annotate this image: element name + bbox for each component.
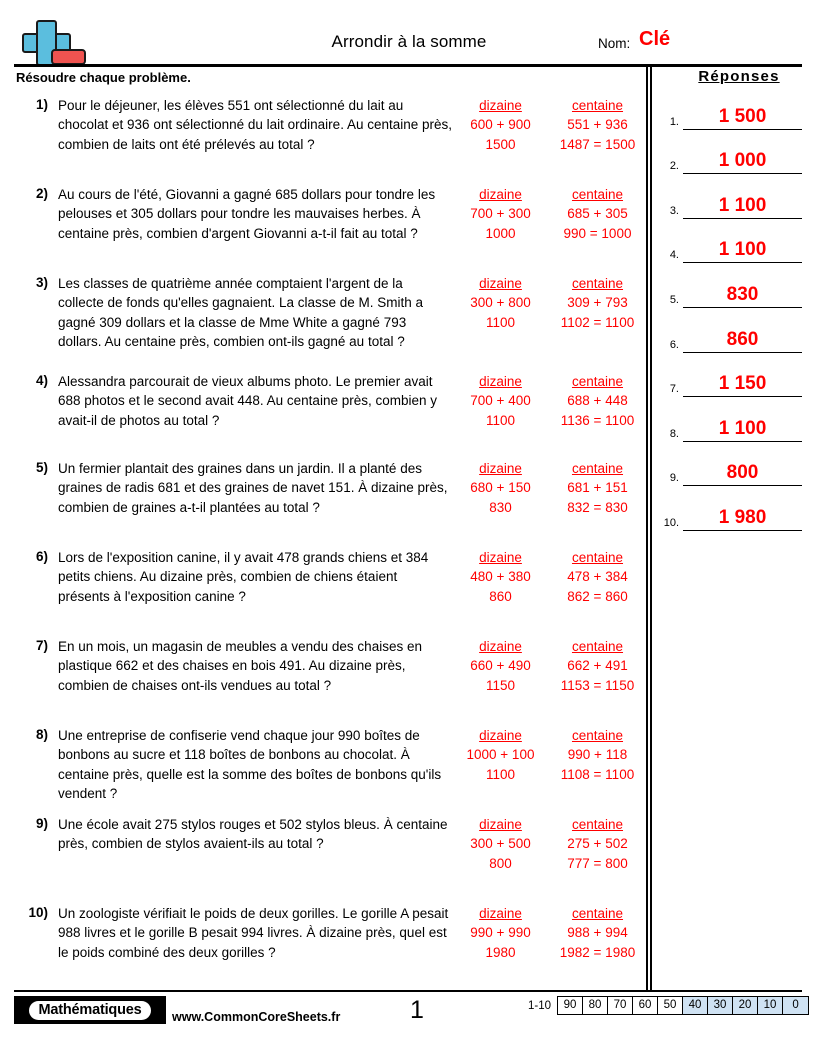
problem-number: 2) — [35, 186, 48, 201]
work-line-1: 275 + 502 — [567, 836, 628, 852]
problem-row — [14, 815, 646, 873]
work-line-2: 1500 — [485, 136, 516, 152]
work-heading: dizaine — [479, 187, 522, 202]
work-line-2: 1980 — [485, 944, 516, 960]
column-divider — [646, 67, 651, 990]
problem-text: Alessandra parcourait de vieux albums photo. Le premier avait 688 photos et le second avait 448. Au centaine près, combien y avait-il de photos au total ? — [58, 374, 438, 428]
problem-work — [452, 637, 646, 695]
grading-scale-cell: 0 — [783, 997, 808, 1014]
problem-row — [14, 637, 646, 695]
work-heading: dizaine — [479, 276, 522, 291]
work-column-dizaine — [452, 459, 549, 517]
work-column-centaine — [549, 726, 646, 784]
problem-text: Au cours de l'été, Giovanni a gagné 685 dollars pour tondre les pelouses et 305 dollars pour tondre les mauvaises herbes. À centaine près, combien d'argent Giovanni a-t-il fait au total ? — [58, 187, 436, 241]
work-column-dizaine — [452, 904, 549, 962]
work-line-2: 1982 = 1980 — [559, 944, 636, 960]
work-line-2: 1487 = 1500 — [559, 136, 636, 152]
work-line-1: 1000 + 100 — [466, 747, 535, 763]
answer-index: 5. — [669, 293, 679, 306]
problem-work — [452, 185, 646, 243]
problem-text: En un mois, un magasin de meubles a vendu des chaises en plastique 662 et des chaises en bois 491. Au dizaine près, combien de chaises ont-ils vendues au total ? — [58, 639, 422, 693]
work-line-1: 662 + 491 — [567, 658, 628, 674]
grading-scale-cell: 70 — [608, 997, 633, 1014]
work-heading: dizaine — [479, 728, 522, 743]
problem-text: Pour le déjeuner, les élèves 551 ont sélectionné du lait au chocolat et 936 ont sélectionné du lait ordinaire. Au centaine près, combien de laits ont été prélevés au total ? — [58, 98, 453, 152]
work-column-centaine — [549, 372, 646, 430]
work-line-2: 830 — [489, 499, 512, 515]
page-number: 1 — [410, 996, 424, 1024]
answer-value: 1 980 — [718, 506, 767, 528]
work-heading: centaine — [571, 374, 624, 389]
answer-value: 1 100 — [718, 194, 767, 216]
work-column-centaine — [549, 904, 646, 962]
work-heading: dizaine — [479, 817, 522, 832]
problem-row — [14, 274, 646, 352]
work-column-dizaine — [452, 96, 549, 154]
work-column-centaine — [549, 548, 646, 606]
work-line-2: 1100 — [485, 412, 516, 428]
problem-text: Les classes de quatrième année comptaient l'argent de la collecte de fonds qu'elles gagnaient. La classe de M. Smith a gagné 309 dollars et la classe de Mme White a gagné 793 dollars. Au centaine près, combien ont-ils gagné au total ? — [58, 276, 424, 350]
answer-row — [655, 130, 807, 175]
work-line-2: 862 = 860 — [567, 588, 628, 604]
problem-work — [452, 904, 646, 962]
answer-index: 3. — [669, 204, 679, 217]
work-line-1: 680 + 150 — [470, 480, 531, 496]
work-line-1: 600 + 900 — [470, 117, 531, 133]
work-line-1: 988 + 994 — [567, 925, 628, 941]
answer-row — [655, 442, 807, 487]
problem-number: 10) — [28, 905, 48, 920]
work-column-centaine — [549, 274, 646, 332]
grading-scale-cell: 30 — [708, 997, 733, 1014]
grading-scale-cell: 20 — [733, 997, 758, 1014]
work-line-2: 777 = 800 — [567, 855, 628, 871]
work-line-2: 1150 — [485, 677, 516, 693]
work-column-dizaine — [452, 637, 549, 695]
work-line-1: 660 + 490 — [470, 658, 531, 674]
answer-index: 8. — [669, 427, 679, 440]
work-heading: dizaine — [479, 374, 522, 389]
page-title: Arrondir à la somme — [331, 32, 487, 51]
work-line-2: 1108 = 1100 — [560, 766, 635, 782]
answer-row — [655, 308, 807, 353]
work-line-1: 990 + 118 — [567, 747, 628, 763]
work-line-1: 551 + 936 — [567, 117, 628, 133]
grading-scale-cell: 90 — [558, 997, 583, 1014]
work-column-dizaine — [452, 726, 549, 784]
answer-value: 860 — [726, 328, 759, 350]
problem-work — [452, 372, 646, 430]
work-column-dizaine — [452, 185, 549, 243]
work-line-2: 832 = 830 — [567, 499, 628, 515]
work-column-centaine — [549, 815, 646, 873]
answer-value: 830 — [726, 283, 759, 305]
work-column-dizaine — [452, 372, 549, 430]
work-heading: centaine — [571, 550, 624, 565]
work-column-centaine — [549, 185, 646, 243]
answer-row — [655, 397, 807, 442]
site-url: www.CommonCoreSheets.fr — [172, 1010, 341, 1024]
work-heading: centaine — [571, 461, 624, 476]
work-line-1: 685 + 305 — [567, 206, 628, 222]
work-line-2: 1153 = 1150 — [560, 677, 635, 693]
work-heading: centaine — [571, 98, 624, 113]
problem-number: 9) — [35, 816, 48, 831]
grading-scale-cell: 40 — [683, 997, 708, 1014]
problem-row — [14, 548, 646, 606]
work-heading: centaine — [571, 187, 624, 202]
problem-text: Lors de l'exposition canine, il y avait 478 grands chiens et 384 petits chiens. Au dizaine près, combien de chiens étaient présents à l'exposition canine ? — [58, 550, 429, 604]
work-heading: dizaine — [479, 461, 522, 476]
problem-text: Un zoologiste vérifiait le poids de deux gorilles. Le gorille A pesait 988 livres et le gorille B pesait 994 livres. À dizaine près, quel est le poids combiné des deux gorilles ? — [58, 906, 449, 960]
work-line-1: 700 + 300 — [470, 206, 531, 222]
instructions-text: Résoudre chaque problème. — [16, 70, 191, 85]
work-column-dizaine — [452, 548, 549, 606]
answer-index: 1. — [669, 115, 679, 128]
problem-text: Une école avait 275 stylos rouges et 502 stylos bleus. À centaine près, combien de stylos avaient-ils au total ? — [58, 817, 448, 852]
answer-index: 2. — [669, 160, 679, 173]
work-line-2: 1100 — [485, 314, 516, 330]
work-line-2: 1102 = 1100 — [560, 314, 635, 330]
problem-work — [452, 96, 646, 154]
work-heading: centaine — [571, 728, 624, 743]
grading-scale-cell: 80 — [583, 997, 608, 1014]
name-label: Nom: — [598, 36, 631, 51]
work-line-1: 478 + 384 — [567, 569, 628, 585]
work-line-1: 681 + 151 — [567, 480, 628, 496]
answer-key-column — [655, 68, 807, 531]
work-line-2: 1000 — [485, 225, 516, 241]
name-value: Clé — [639, 28, 671, 50]
problem-text: Une entreprise de confiserie vend chaque jour 990 boîtes de bonbons au sucre et 118 boîtes de bonbons au chocolat. À centaine près, quelle est la somme des boîtes de bonbons qu'ils vendent ? — [58, 728, 442, 802]
problem-number: 1) — [35, 97, 48, 112]
work-heading: centaine — [571, 639, 624, 654]
work-line-2: 1136 = 1100 — [560, 412, 635, 428]
answer-value: 1 500 — [718, 105, 767, 127]
answer-row — [655, 85, 807, 130]
grading-scale-cell: 60 — [633, 997, 658, 1014]
work-line-1: 700 + 400 — [470, 393, 531, 409]
worksheet-header — [14, 14, 802, 64]
work-column-centaine — [549, 459, 646, 517]
problem-number: 5) — [35, 460, 48, 475]
plus-minus-logo-icon — [14, 18, 88, 64]
answer-value: 1 000 — [718, 150, 767, 172]
answer-value: 1 100 — [718, 239, 767, 261]
brand-label: Mathématiques — [29, 1001, 152, 1020]
grading-scale-cell: 50 — [658, 997, 683, 1014]
work-line-2: 990 = 1000 — [563, 225, 632, 241]
problem-number: 4) — [35, 373, 48, 388]
work-line-2: 1100 — [485, 766, 516, 782]
brand-badge — [14, 996, 166, 1024]
work-line-2: 800 — [489, 855, 512, 871]
work-line-1: 688 + 448 — [567, 393, 628, 409]
work-heading: dizaine — [479, 906, 522, 921]
answer-index: 6. — [669, 338, 679, 351]
problem-row — [14, 459, 646, 517]
answer-row — [655, 263, 807, 308]
work-heading: centaine — [571, 276, 624, 291]
answer-row — [655, 174, 807, 219]
answer-index: 9. — [669, 472, 679, 485]
answer-index: 4. — [669, 249, 679, 262]
answer-row — [655, 486, 807, 531]
problem-number: 7) — [35, 638, 48, 653]
answer-value: 800 — [726, 462, 759, 484]
work-heading: dizaine — [479, 550, 522, 565]
work-line-1: 480 + 380 — [470, 569, 531, 585]
work-column-dizaine — [452, 274, 549, 332]
grading-scale-cell: 10 — [758, 997, 783, 1014]
problem-work — [452, 274, 646, 332]
problem-work — [452, 815, 646, 873]
grading-scale-label: 1-10 — [528, 999, 552, 1012]
work-heading: dizaine — [479, 98, 522, 113]
problem-row — [14, 726, 646, 804]
problem-row — [14, 185, 646, 243]
problem-work — [452, 459, 646, 517]
answer-row — [655, 219, 807, 264]
problem-number: 3) — [35, 275, 48, 290]
answer-index: 7. — [669, 383, 679, 396]
grading-scale — [528, 996, 809, 1015]
answer-index: 10. — [663, 516, 679, 529]
problem-number: 6) — [35, 549, 48, 564]
problem-work — [452, 548, 646, 606]
work-line-1: 309 + 793 — [567, 295, 628, 311]
answers-heading: Réponses — [698, 68, 780, 85]
problem-row — [14, 904, 646, 962]
work-heading: centaine — [571, 817, 624, 832]
answer-row — [655, 353, 807, 398]
work-line-1: 990 + 990 — [470, 925, 531, 941]
answer-value: 1 100 — [718, 417, 767, 439]
work-heading: dizaine — [479, 639, 522, 654]
problem-text: Un fermier plantait des graines dans un jardin. Il a planté des graines de radis 681 et des graines de navet 151. À dizaine près, combien de graines a-t-il plantées au total ? — [58, 461, 448, 515]
problem-number: 8) — [35, 727, 48, 742]
footer-divider-rule — [14, 990, 802, 992]
work-heading: centaine — [571, 906, 624, 921]
work-line-1: 300 + 800 — [470, 295, 531, 311]
work-column-centaine — [549, 637, 646, 695]
grading-scale-cells — [557, 996, 809, 1015]
work-column-dizaine — [452, 815, 549, 873]
problem-row — [14, 372, 646, 430]
work-line-2: 860 — [489, 588, 512, 604]
problem-work — [452, 726, 646, 784]
answer-value: 1 150 — [718, 373, 767, 395]
problem-row — [14, 96, 646, 154]
work-column-centaine — [549, 96, 646, 154]
header-divider-rule — [14, 64, 802, 67]
work-line-1: 300 + 500 — [470, 836, 531, 852]
